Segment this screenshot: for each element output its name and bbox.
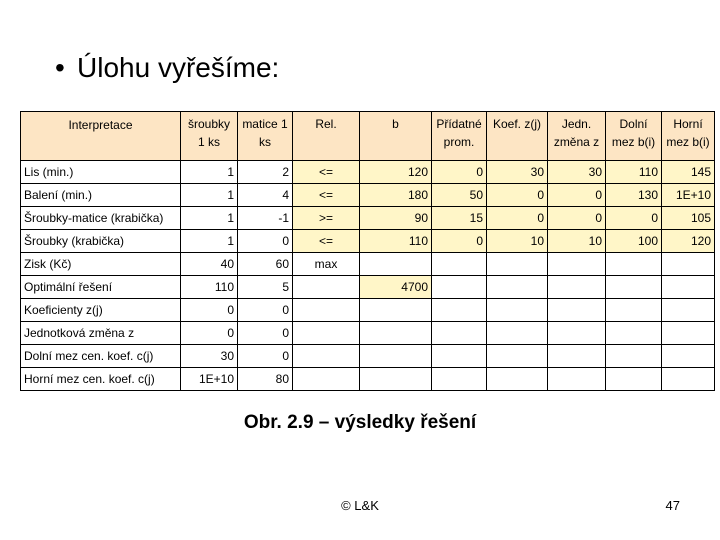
header-cell: Horní mez b(i)	[662, 112, 715, 161]
table-cell	[487, 299, 548, 322]
table-cell: max	[293, 253, 360, 276]
table-cell: >=	[293, 207, 360, 230]
table-cell: 105	[662, 207, 715, 230]
table-cell: 1E+10	[662, 184, 715, 207]
table-cell	[662, 322, 715, 345]
footer-copyright: © L&K	[341, 498, 379, 513]
table-cell	[432, 253, 487, 276]
table-row	[21, 345, 715, 368]
table-cell	[293, 345, 360, 368]
header-cell: Koef. z(j)	[487, 112, 548, 161]
table-cell	[548, 299, 606, 322]
table-cell	[432, 322, 487, 345]
table-cell	[662, 299, 715, 322]
header-cell: Jedn. změna z	[548, 112, 606, 161]
table-cell	[606, 345, 662, 368]
table-cell	[606, 253, 662, 276]
row-label-cell: Balení (min.)	[21, 184, 181, 207]
table-cell: 4700	[360, 276, 432, 299]
table-cell: 1E+10	[181, 368, 238, 391]
table-cell	[548, 253, 606, 276]
table-cell: 110	[360, 230, 432, 253]
table-cell: 60	[238, 253, 293, 276]
table-cell: 90	[360, 207, 432, 230]
table-cell: 1	[181, 207, 238, 230]
header-cell: Rel.	[293, 112, 360, 161]
table-cell: 30	[181, 345, 238, 368]
table-cell: 145	[662, 161, 715, 184]
row-label-cell: Horní mez cen. koef. c(j)	[21, 368, 181, 391]
table-cell: 0	[238, 345, 293, 368]
page-number: 47	[665, 498, 680, 513]
header-cell: šroubky 1 ks	[181, 112, 238, 161]
table-cell: -1	[238, 207, 293, 230]
table-cell: 1	[181, 161, 238, 184]
table-cell	[487, 368, 548, 391]
table-cell	[662, 253, 715, 276]
bullet-line	[55, 50, 279, 86]
table-cell: 0	[606, 207, 662, 230]
table-cell: 80	[238, 368, 293, 391]
table-cell: 110	[181, 276, 238, 299]
table-cell: 15	[432, 207, 487, 230]
table-cell	[293, 276, 360, 299]
table-cell: 0	[238, 299, 293, 322]
table-cell	[360, 322, 432, 345]
table-cell	[293, 299, 360, 322]
table-cell	[662, 368, 715, 391]
table-cell	[432, 299, 487, 322]
table-cell	[548, 368, 606, 391]
row-label-cell: Dolní mez cen. koef. c(j)	[21, 345, 181, 368]
table-row	[21, 207, 715, 230]
table-row	[21, 161, 715, 184]
table-row	[21, 184, 715, 207]
table-row	[21, 253, 715, 276]
bullet-symbol: •	[55, 52, 65, 83]
header-row	[21, 112, 715, 161]
solver-results-table-container	[20, 111, 711, 394]
table-cell	[360, 299, 432, 322]
table-cell: 0	[181, 299, 238, 322]
table-cell	[606, 322, 662, 345]
table-cell: 30	[548, 161, 606, 184]
figure-caption: Obr. 2.9 – výsledky řešení	[243, 412, 477, 433]
table-cell: 0	[181, 322, 238, 345]
table-cell: 0	[432, 161, 487, 184]
table-cell: <=	[293, 161, 360, 184]
table-cell: 5	[238, 276, 293, 299]
table-row	[21, 276, 715, 299]
row-label-cell: Šroubky-matice (krabička)	[21, 207, 181, 230]
table-cell: 2	[238, 161, 293, 184]
header-cell: Interpretace	[21, 112, 181, 161]
table-cell: 120	[662, 230, 715, 253]
table-cell	[432, 368, 487, 391]
table-cell	[548, 322, 606, 345]
table-cell	[293, 368, 360, 391]
header-cell: Dolní mez b(i)	[606, 112, 662, 161]
table-cell	[606, 368, 662, 391]
table-cell	[487, 276, 548, 299]
table-cell: 0	[238, 230, 293, 253]
table-cell: <=	[293, 184, 360, 207]
row-label-cell: Zisk (Kč)	[21, 253, 181, 276]
table-cell	[360, 368, 432, 391]
table-cell: 0	[432, 230, 487, 253]
row-label-cell: Koeficienty z(j)	[21, 299, 181, 322]
table-cell	[432, 345, 487, 368]
table-cell: 4	[238, 184, 293, 207]
row-label-cell: Lis (min.)	[21, 161, 181, 184]
table-cell: 50	[432, 184, 487, 207]
table-cell: 1	[181, 184, 238, 207]
table-cell: 0	[487, 184, 548, 207]
table-cell	[548, 345, 606, 368]
table-cell	[487, 345, 548, 368]
table-cell: 10	[487, 230, 548, 253]
header-cell: Přídatné prom.	[432, 112, 487, 161]
table-cell	[487, 322, 548, 345]
table-cell	[432, 276, 487, 299]
table-cell	[360, 345, 432, 368]
table-cell	[293, 322, 360, 345]
table-cell	[662, 276, 715, 299]
table-cell: 0	[548, 207, 606, 230]
table-row	[21, 368, 715, 391]
table-row	[21, 322, 715, 345]
table-cell	[487, 253, 548, 276]
table-row	[21, 299, 715, 322]
row-label-cell: Jednotková změna z	[21, 322, 181, 345]
table-cell: 40	[181, 253, 238, 276]
table-cell: <=	[293, 230, 360, 253]
table-cell	[548, 276, 606, 299]
table-cell	[662, 345, 715, 368]
table-cell: 100	[606, 230, 662, 253]
table-cell	[606, 299, 662, 322]
table-cell: 0	[238, 322, 293, 345]
table-cell: 120	[360, 161, 432, 184]
solver-results-table	[20, 111, 715, 391]
table-row	[21, 230, 715, 253]
table-cell: 0	[548, 184, 606, 207]
table-cell: 130	[606, 184, 662, 207]
header-cell: b	[360, 112, 432, 161]
table-cell	[360, 253, 432, 276]
table-cell: 0	[487, 207, 548, 230]
table-cell: 10	[548, 230, 606, 253]
row-label-cell: Optimální řešení	[21, 276, 181, 299]
table-cell: 30	[487, 161, 548, 184]
header-cell: matice 1 ks	[238, 112, 293, 161]
table-cell: 180	[360, 184, 432, 207]
row-label-cell: Šroubky (krabička)	[21, 230, 181, 253]
table-cell: 110	[606, 161, 662, 184]
bullet-text: Úlohu vyřešíme:	[77, 52, 280, 83]
table-cell	[606, 276, 662, 299]
table-cell: 1	[181, 230, 238, 253]
